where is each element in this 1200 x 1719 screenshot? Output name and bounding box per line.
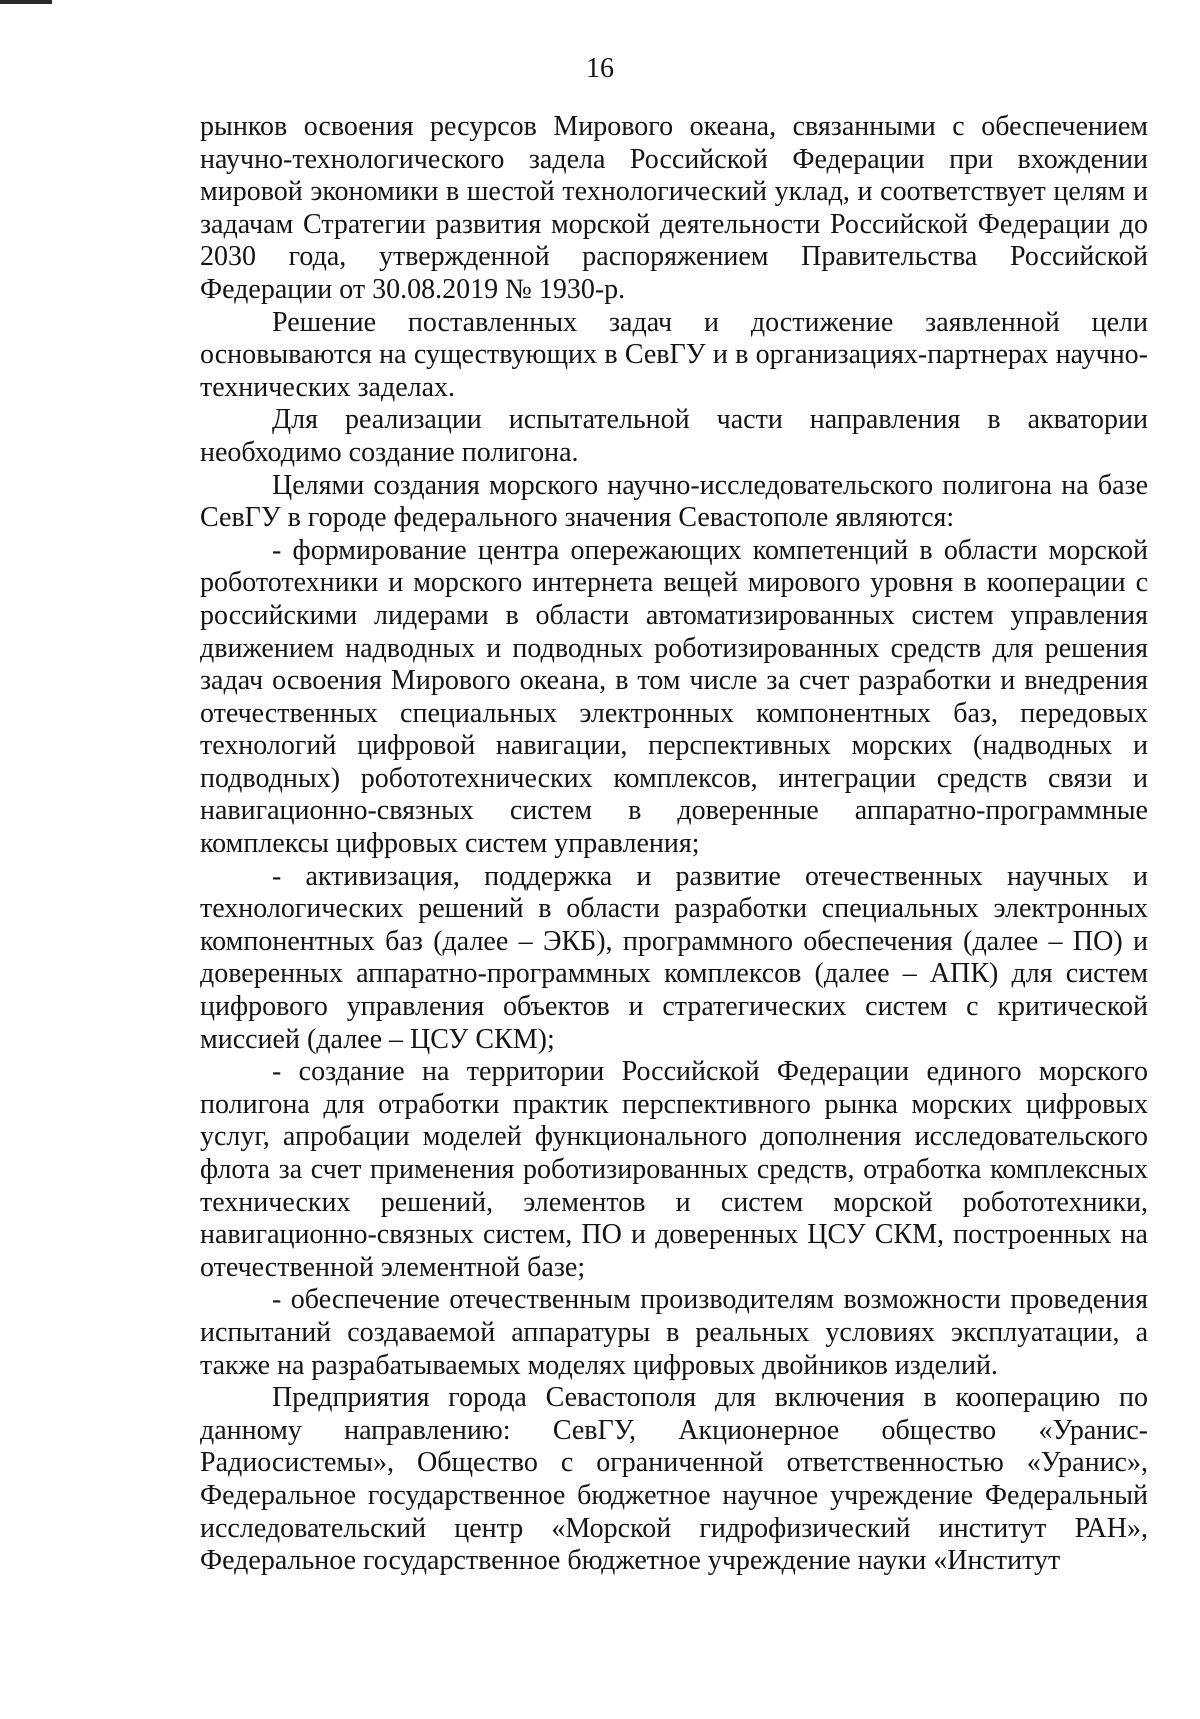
scan-edge-mark: [0, 0, 52, 4]
list-item-testing-provision: - обеспечение отечественным производителям возможности проведения испытаний создаваемой аппаратуры в реальных условиях эксплуатации, а также на разрабатываемых моделях цифровых двойников изделий.: [200, 1284, 1148, 1381]
paragraph-test-range-need: Для реализации испытательной части направления в акватории необходимо создание полигона.: [200, 404, 1148, 468]
page-number: 16: [586, 53, 614, 84]
paragraph-goals-intro: Целями создания морского научно-исследовательского полигона на базе СевГУ в городе федерального значения Севастополе являются:: [200, 469, 1148, 534]
document-body: [200, 111, 1148, 1578]
list-item-unified-range: - создание на территории Российской Федерации единого морского полигона для отработки практик перспективного рынка морских цифровых услуг, апробации моделей функционального дополнения исследовательского флота за счет применения роботизированных средств, отработка комплексных технических решений, элементов и систем морской робототехники, навигационно-связных систем, ПО и доверенных ЦСУ СКМ, построенных на отечественной элементной базе;: [200, 1056, 1148, 1283]
list-item-competence-center: - формирование центра опережающих компетенций в области морской робототехники и морского интернета вещей мирового уровня в кооперации с российскими лидерами в области автоматизированных систем управления движением надводных и подводных роботизированных средств для решения задач освоения Мирового океана, в том числе за счет разработки и внедрения отечественных специальных электронных компонентных баз, передовых технологий цифровой навигации, перспективных морских (надводных и подводных) робототехнических комплексов, интеграции средств связи и навигационно-связных систем в доверенные аппаратно-программные комплексы цифровых систем управления;: [200, 534, 1148, 860]
paragraph-sevastopol-enterprises: Предприятия города Севастополя для включения в кооперацию по данному направлению: СевГУ, Акционерное общество «Уранис-Радиосистемы», Общество с ограниченной ответственностью «Уранис», Федеральное государственное бюджетное научное учреждение Федеральный исследовательский центр «Морской гидрофизический институт РАН», Федеральное государственное бюджетное учреждение науки «Институт: [200, 1382, 1148, 1577]
list-item-activation-support: - активизация, поддержка и развитие отечественных научных и технологических решений в области разработки специальных электронных компонентных баз (далее – ЭКБ), программного обеспечения (далее – ПО) и доверенных аппаратно-программных комплексов (далее – АПК) для систем цифрового управления объектов и стратегических систем с критической миссией (далее – ЦСУ СКМ);: [200, 860, 1148, 1055]
paragraph-solution-basis: Решение поставленных задач и достижение заявленной цели основываются на существующих в СевГУ и в организациях-партнерах научно-технических заделах.: [200, 306, 1148, 403]
paragraph-strategy-compliance: рынков освоения ресурсов Мирового океана, связанными с обеспечением научно-технологического задела Российской Федерации при вхождении мировой экономики в шестой технологический уклад, и соответствует целям и задачам Стратегии развития морской деятельности Российской Федерации до 2030 года, утвержденной распоряжением Правительства Российской Федерации от 30.08.2019 № 1930-р.: [200, 111, 1148, 305]
